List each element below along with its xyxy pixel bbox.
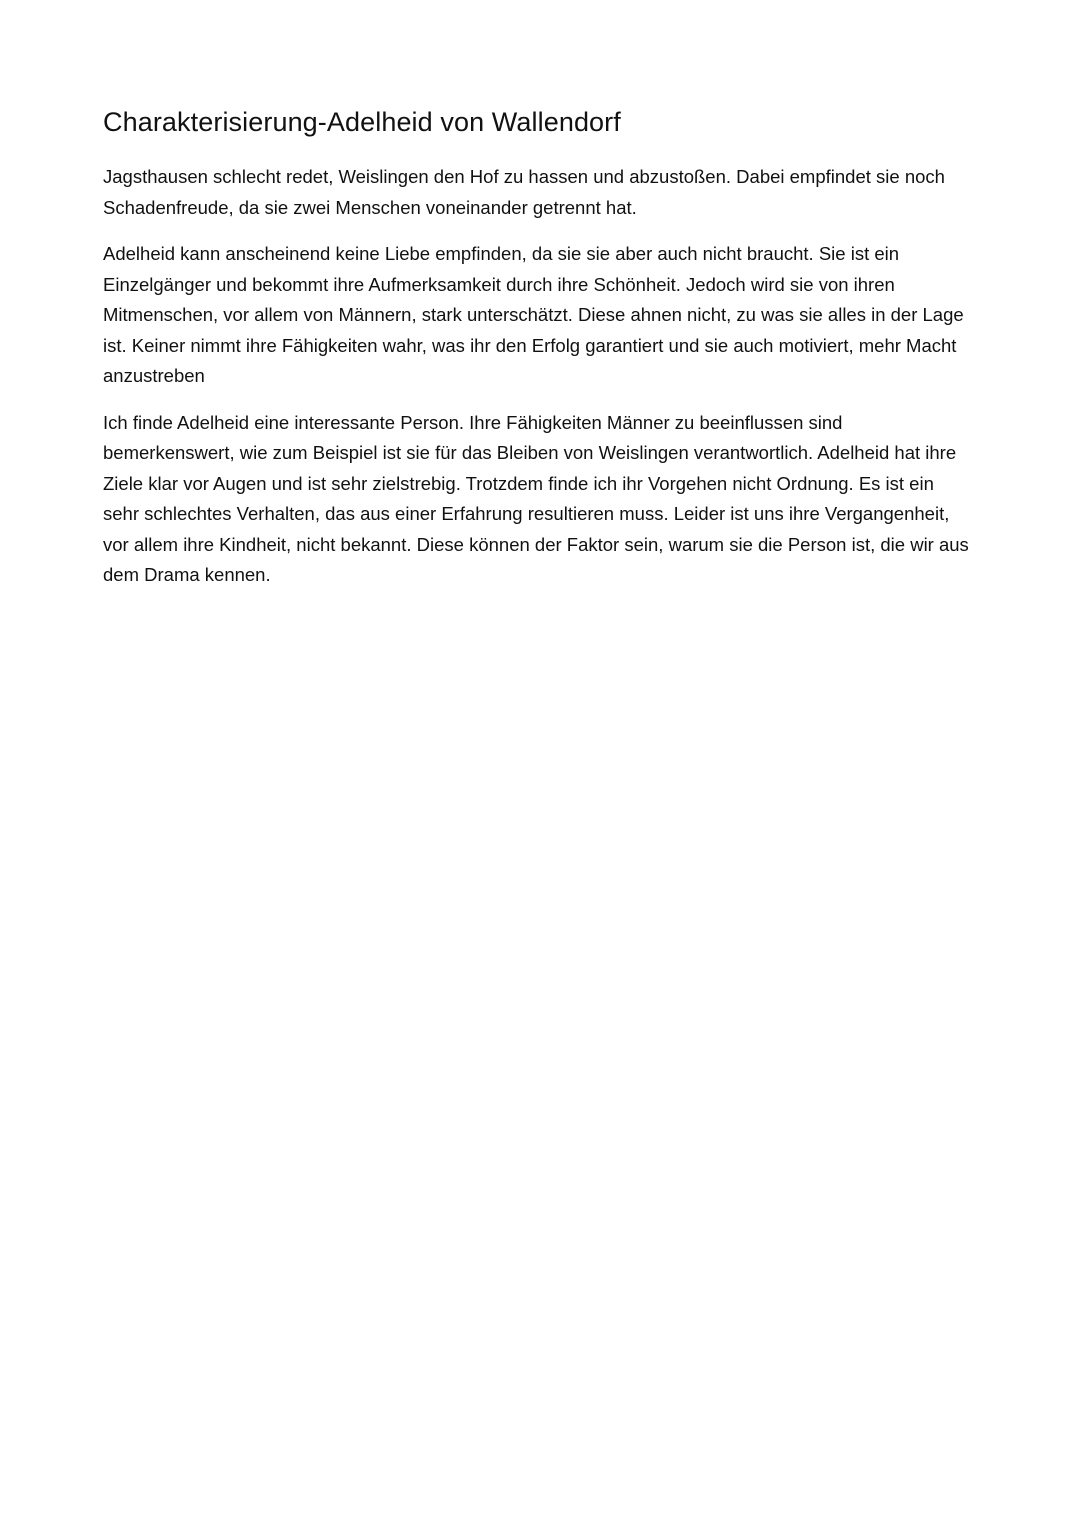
document-body [103, 102, 973, 607]
paragraph-intro: Jagsthausen schlecht redet, Weislingen den Hof zu hassen und abzustoßen. Dabei empfindet sie noch Schadenfreude, da sie zwei Menschen voneinander getrennt hat. [103, 166, 945, 218]
document-title: Charakterisierung-Adelheid von Wallendorf [103, 107, 621, 137]
paragraph-opinion: Ich finde Adelheid eine interessante Person. Ihre Fähigkeiten Männer zu beeinflussen sind bemerkenswert, wie zum Beispiel ist sie für das Bleiben von Weislingen verantwortlich. Adelheid hat ihre Ziele klar vor Augen und ist sehr zielstrebig. Trotzdem finde ich ihr Vorgehen nicht Ordnung. Es ist ein sehr schlechtes Verhalten, das aus einer Erfahrung resultieren muss. Leider ist uns ihre Vergangenheit, vor allem ihre Kindheit, nicht bekannt. Diese können der Faktor sein, warum sie die Person ist, die wir aus dem Drama kennen. [103, 411, 969, 585]
paragraph-characterization: Adelheid kann anscheinend keine Liebe empfinden, da sie sie aber auch nicht braucht. Sie ist ein Einzelgänger und bekommt ihre Aufmerksamkeit durch ihre Schönheit. Jedoch wird sie von ihren Mitmenschen, vor allem von Männern, stark unterschätzt. Diese ahnen nicht, zu was sie alles in der Lage ist. Keiner nimmt ihre Fähigkeiten wahr, was ihr den Erfolg garantiert und sie auch motiviert, mehr Macht anzustreben [103, 243, 964, 386]
